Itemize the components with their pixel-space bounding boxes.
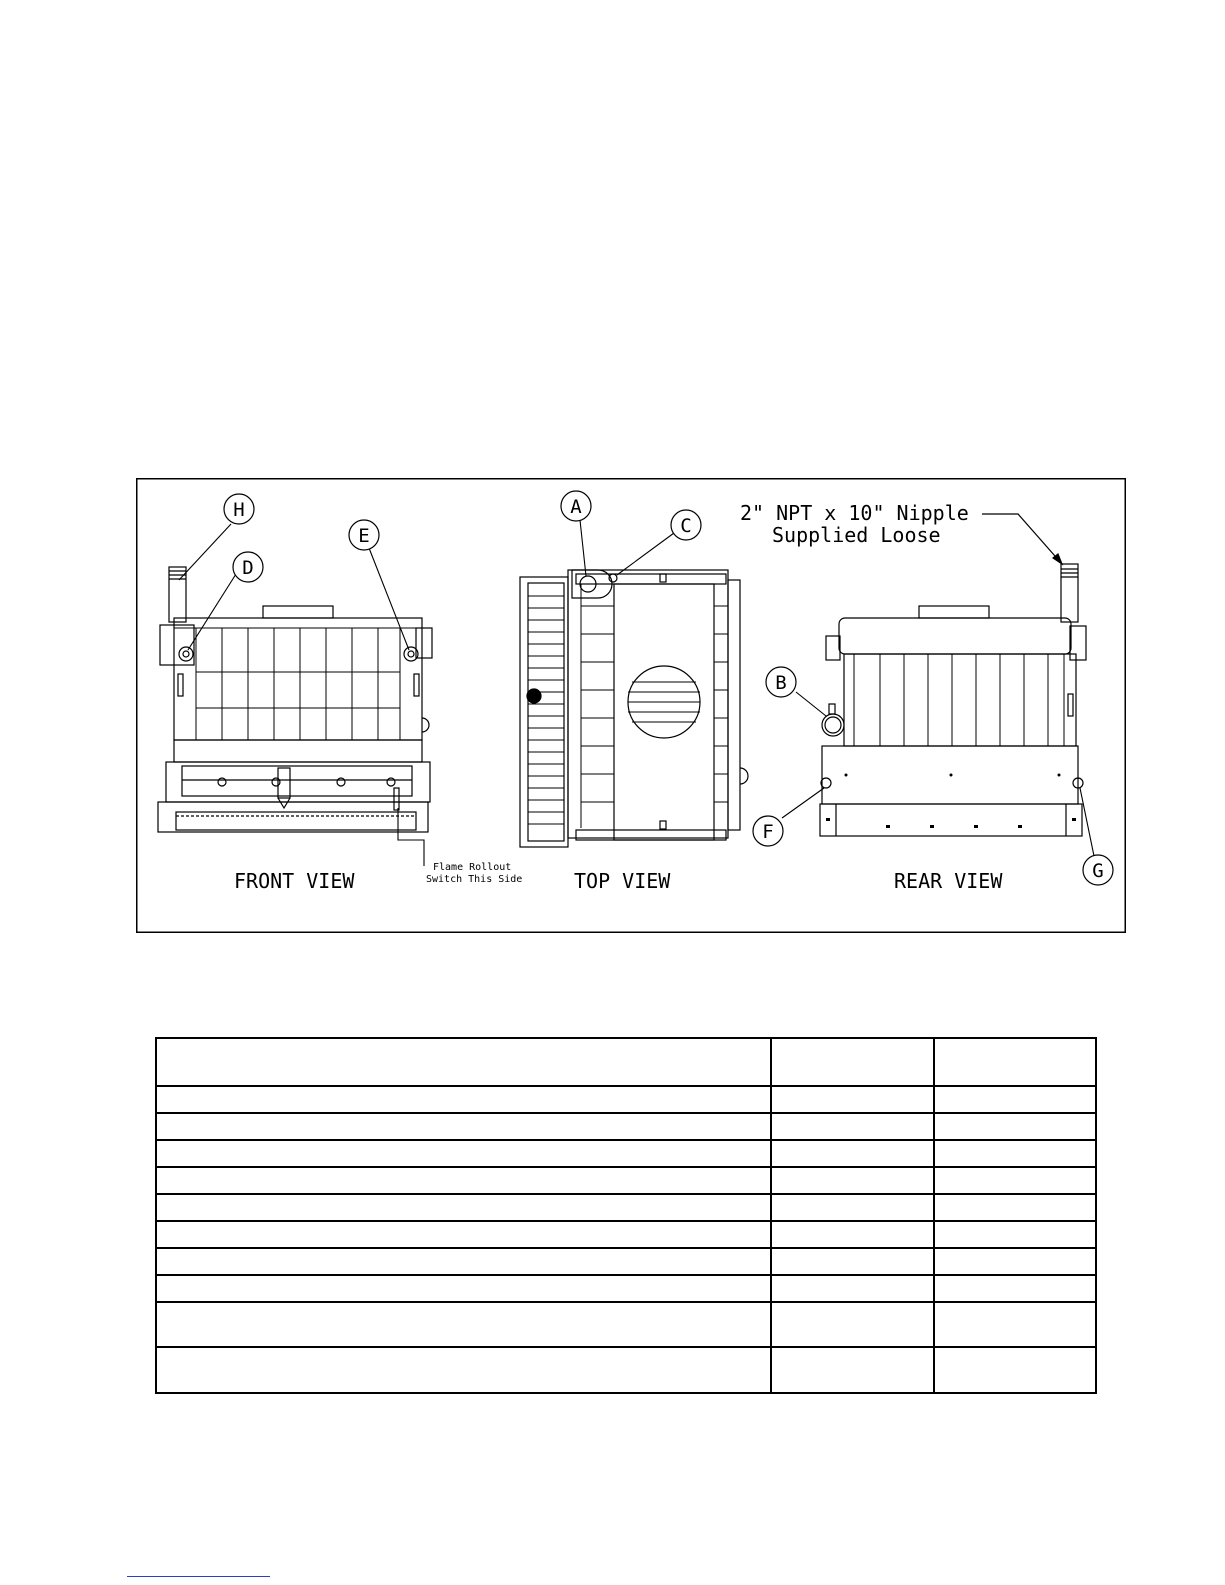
callout-d <box>233 552 263 582</box>
nipple-note-line2: Supplied Loose <box>772 523 941 547</box>
boiler-connection-drawing <box>136 478 1126 933</box>
rear-view-fasteners <box>826 774 1076 829</box>
rear-leaders <box>782 692 1094 856</box>
callout-c <box>671 510 701 540</box>
connection-table <box>155 1037 1097 1394</box>
table-border <box>156 1038 1096 1393</box>
svg-text:B: B <box>775 672 787 694</box>
callout-g <box>1083 855 1113 885</box>
front-view <box>158 567 432 832</box>
rear-view-title: REAR VIEW <box>894 869 1003 893</box>
top-leaders <box>580 520 674 576</box>
svg-text:A: A <box>570 496 582 518</box>
top-view-title: TOP VIEW <box>574 869 671 893</box>
footer-rule <box>127 1576 270 1577</box>
callout-h <box>224 494 254 524</box>
drawing-border <box>137 479 1126 933</box>
nipple-note-line1: 2" NPT x 10" Nipple <box>740 501 969 525</box>
callout-a <box>561 491 591 521</box>
callout-e <box>349 520 379 550</box>
top-view <box>520 570 748 847</box>
svg-text:G: G <box>1092 860 1104 882</box>
svg-text:C: C <box>680 515 692 537</box>
front-view-title: FRONT VIEW <box>234 869 355 893</box>
svg-text:E: E <box>358 525 370 547</box>
callout-f <box>753 816 783 846</box>
flame-rollout-note-line2: Switch This Side <box>426 874 523 885</box>
flame-rollout-note-line1: Flame Rollout <box>433 862 512 873</box>
rear-view <box>820 564 1086 836</box>
front-leaders <box>179 524 424 866</box>
nipple-leader <box>982 514 1062 564</box>
svg-text:F: F <box>762 821 774 843</box>
svg-text:H: H <box>233 499 245 521</box>
callout-b <box>766 667 796 697</box>
svg-text:D: D <box>242 557 254 579</box>
